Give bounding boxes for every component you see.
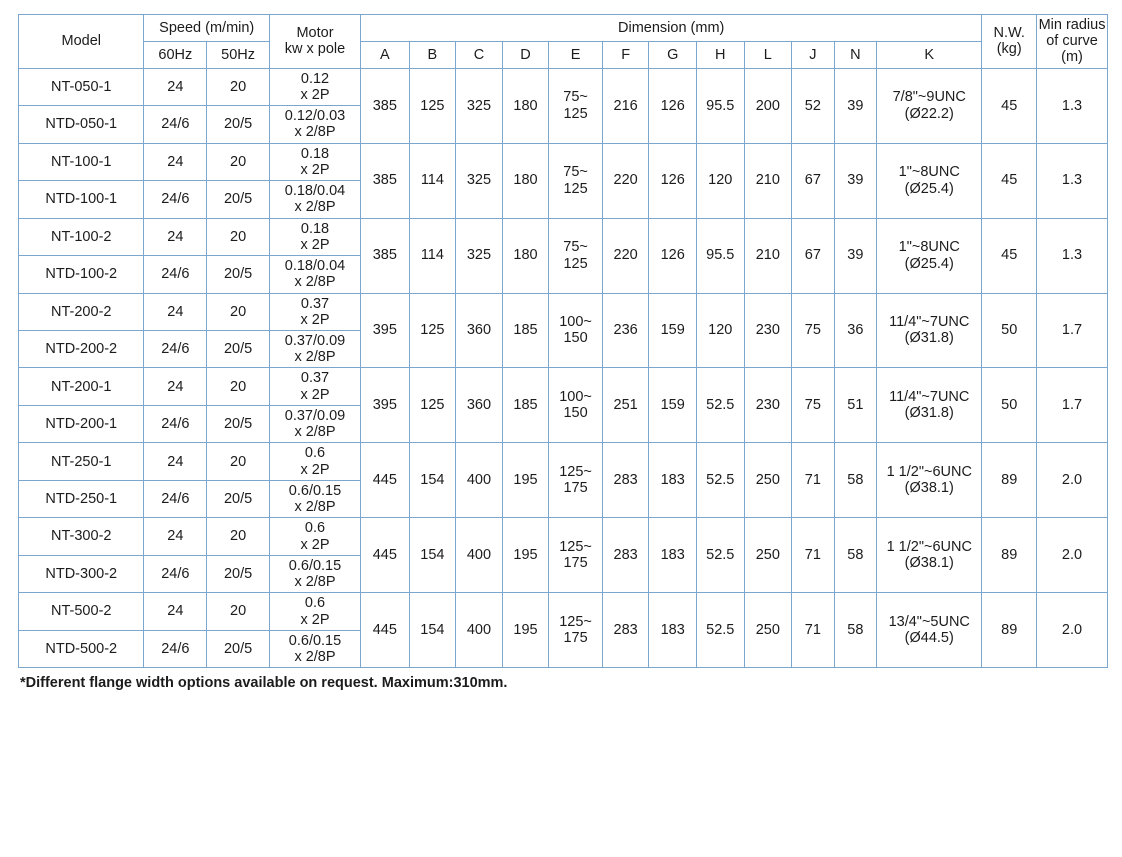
cell-dim-e-line1: 75~ [563, 164, 588, 181]
cell-min-radius: 2.0 [1037, 518, 1108, 593]
header-dimension: Dimension (mm) [361, 15, 982, 42]
cell-min-radius: 1.3 [1037, 68, 1108, 143]
cell-model: NT-050-1 [19, 68, 144, 105]
cell-dim-c: 400 [456, 443, 503, 518]
table-header [19, 15, 1108, 69]
cell-model: NTD-100-1 [19, 181, 144, 218]
cell-motor-line2: x 2P [300, 236, 330, 253]
cell-dim-h: 52.5 [696, 518, 744, 593]
header-dim-c: C [456, 41, 503, 68]
cell-model: NTD-500-2 [19, 630, 144, 667]
cell-motor [269, 405, 360, 442]
cell-motor-line2: x 2/8P [294, 349, 336, 366]
header-model: Model [19, 15, 144, 69]
cell-dim-n: 36 [834, 293, 877, 368]
cell-dim-d: 195 [502, 443, 549, 518]
cell-speed-60hz: 24/6 [144, 330, 207, 367]
cell-model: NT-500-2 [19, 593, 144, 630]
cell-speed-60hz: 24/6 [144, 630, 207, 667]
cell-dim-k [877, 143, 982, 218]
cell-motor-line2: x 2P [300, 161, 330, 178]
cell-dim-n: 39 [834, 68, 877, 143]
cell-speed-60hz: 24 [144, 143, 207, 180]
cell-dim-j: 67 [792, 143, 835, 218]
cell-motor-line1: 0.18 [300, 145, 330, 162]
cell-speed-60hz: 24/6 [144, 405, 207, 442]
header-dim-f: F [602, 41, 649, 68]
cell-motor-line1: 0.6 [304, 445, 326, 462]
cell-dim-e [549, 443, 603, 518]
cell-dim-h: 52.5 [696, 593, 744, 668]
cell-speed-50hz: 20 [207, 293, 270, 330]
cell-dim-b: 114 [409, 143, 456, 218]
cell-motor [269, 68, 360, 105]
header-dim-a: A [361, 41, 410, 68]
cell-dim-e-line2: 150 [563, 330, 588, 347]
cell-motor [269, 443, 360, 480]
cell-model: NT-100-1 [19, 143, 144, 180]
cell-dim-c: 325 [456, 143, 503, 218]
cell-dim-f: 283 [602, 443, 649, 518]
cell-dim-g: 183 [649, 518, 697, 593]
cell-model: NT-300-2 [19, 518, 144, 555]
header-dim-j: J [792, 41, 835, 68]
cell-speed-50hz: 20/5 [207, 181, 270, 218]
cell-dim-k-line2: (Ø38.1) [904, 480, 954, 497]
cell-dim-n: 51 [834, 368, 877, 443]
cell-motor-line2: x 2/8P [294, 199, 336, 216]
cell-dim-g: 126 [649, 143, 697, 218]
cell-motor-line2: x 2P [300, 86, 330, 103]
cell-speed-50hz: 20 [207, 218, 270, 255]
cell-speed-50hz: 20/5 [207, 106, 270, 143]
cell-motor [269, 143, 360, 180]
cell-net-weight: 89 [982, 443, 1037, 518]
cell-motor-line2: x 2P [300, 311, 330, 328]
cell-speed-60hz: 24 [144, 443, 207, 480]
cell-motor-line2: x 2/8P [294, 424, 336, 441]
cell-dim-k-line1: 7/8"~9UNC [892, 89, 966, 106]
cell-motor-line2: x 2/8P [294, 499, 336, 516]
cell-dim-g: 126 [649, 218, 697, 293]
header-dim-n: N [834, 41, 877, 68]
cell-motor [269, 106, 360, 143]
cell-motor-line2: x 2/8P [294, 124, 336, 141]
table-row [19, 368, 1108, 405]
cell-motor [269, 181, 360, 218]
cell-dim-e-line2: 150 [563, 405, 588, 422]
cell-motor-line1: 0.37/0.09 [284, 407, 346, 424]
cell-dim-d: 180 [502, 218, 549, 293]
cell-dim-h: 120 [696, 143, 744, 218]
cell-motor-line1: 0.6 [304, 520, 326, 537]
cell-model: NTD-100-2 [19, 256, 144, 293]
cell-dim-b: 114 [409, 218, 456, 293]
cell-dim-j: 75 [792, 293, 835, 368]
cell-dim-d: 185 [502, 368, 549, 443]
cell-dim-j: 71 [792, 443, 835, 518]
cell-dim-e-line1: 100~ [559, 314, 592, 331]
cell-dim-e-line1: 75~ [563, 89, 588, 106]
cell-speed-60hz: 24/6 [144, 181, 207, 218]
cell-dim-l: 250 [744, 593, 792, 668]
cell-dim-e [549, 68, 603, 143]
cell-motor-line1: 0.6 [304, 595, 326, 612]
cell-motor-line2: x 2/8P [294, 648, 336, 665]
header-dim-d: D [502, 41, 549, 68]
table-row [19, 143, 1108, 180]
cell-model: NTD-200-1 [19, 405, 144, 442]
cell-speed-50hz: 20 [207, 593, 270, 630]
cell-dim-l: 210 [744, 143, 792, 218]
table-row [19, 68, 1108, 105]
cell-model: NT-200-1 [19, 368, 144, 405]
table-row [19, 218, 1108, 255]
cell-dim-f: 220 [602, 143, 649, 218]
cell-speed-60hz: 24/6 [144, 256, 207, 293]
cell-dim-d: 185 [502, 293, 549, 368]
cell-dim-h: 52.5 [696, 443, 744, 518]
cell-dim-k-line2: (Ø31.8) [904, 405, 954, 422]
cell-dim-g: 159 [649, 368, 697, 443]
cell-net-weight: 89 [982, 593, 1037, 668]
cell-dim-n: 39 [834, 218, 877, 293]
cell-dim-e [549, 368, 603, 443]
cell-speed-60hz: 24 [144, 218, 207, 255]
cell-speed-50hz: 20 [207, 518, 270, 555]
cell-min-radius: 1.3 [1037, 143, 1108, 218]
cell-dim-n: 58 [834, 593, 877, 668]
cell-motor [269, 518, 360, 555]
cell-motor-line1: 0.18 [300, 220, 330, 237]
header-net-weight [982, 15, 1037, 69]
cell-dim-k [877, 593, 982, 668]
header-motor-line2: kw x pole [284, 41, 346, 58]
cell-dim-f: 220 [602, 218, 649, 293]
header-speed-50hz: 50Hz [207, 41, 270, 68]
cell-dim-f: 251 [602, 368, 649, 443]
cell-motor-line2: x 2/8P [294, 574, 336, 591]
cell-min-radius: 1.7 [1037, 368, 1108, 443]
cell-dim-b: 125 [409, 68, 456, 143]
cell-motor [269, 330, 360, 367]
header-curve-line1: Min radius [1038, 17, 1106, 33]
cell-dim-k [877, 293, 982, 368]
cell-dim-a: 385 [361, 218, 410, 293]
header-min-radius-of-curve [1037, 15, 1108, 69]
cell-dim-b: 125 [409, 293, 456, 368]
cell-dim-a: 385 [361, 68, 410, 143]
cell-speed-60hz: 24 [144, 293, 207, 330]
cell-motor-line1: 0.37 [300, 295, 330, 312]
cell-dim-a: 385 [361, 143, 410, 218]
cell-dim-a: 395 [361, 293, 410, 368]
cell-motor-line2: x 2P [300, 536, 330, 553]
cell-dim-j: 71 [792, 518, 835, 593]
cell-motor [269, 256, 360, 293]
cell-motor [269, 630, 360, 667]
header-dim-h: H [696, 41, 744, 68]
cell-dim-k-line2: (Ø22.2) [904, 105, 954, 122]
cell-net-weight: 45 [982, 218, 1037, 293]
cell-dim-a: 445 [361, 518, 410, 593]
cell-model: NTD-200-2 [19, 330, 144, 367]
header-curve-line3: (m) [1061, 49, 1083, 66]
cell-speed-60hz: 24 [144, 593, 207, 630]
table-row [19, 443, 1108, 480]
cell-motor-line2: x 2P [300, 461, 330, 478]
cell-dim-k-line1: 1"~8UNC [898, 239, 960, 256]
header-nw-line1: N.W. [993, 25, 1025, 42]
cell-dim-k-line2: (Ø44.5) [904, 630, 954, 647]
cell-dim-k-line2: (Ø31.8) [904, 330, 954, 347]
cell-speed-50hz: 20 [207, 443, 270, 480]
cell-dim-j: 75 [792, 368, 835, 443]
table-row [19, 293, 1108, 330]
table-row [19, 593, 1108, 630]
cell-motor-line2: x 2P [300, 386, 330, 403]
cell-speed-50hz: 20/5 [207, 630, 270, 667]
cell-model: NTD-250-1 [19, 480, 144, 517]
cell-dim-e-line1: 125~ [559, 614, 592, 630]
cell-motor-line1: 0.18/0.04 [284, 258, 346, 275]
cell-dim-k-line1: 11/4"~7UNC [889, 314, 970, 331]
cell-speed-50hz: 20/5 [207, 330, 270, 367]
cell-dim-k [877, 368, 982, 443]
cell-model: NTD-050-1 [19, 106, 144, 143]
cell-dim-b: 154 [409, 443, 456, 518]
cell-net-weight: 50 [982, 368, 1037, 443]
cell-dim-l: 230 [744, 293, 792, 368]
cell-dim-j: 52 [792, 68, 835, 143]
cell-dim-h: 52.5 [696, 368, 744, 443]
header-speed: Speed (m/min) [144, 15, 269, 42]
cell-dim-d: 195 [502, 518, 549, 593]
cell-dim-k-line2: (Ø38.1) [904, 555, 954, 572]
cell-dim-f: 283 [602, 593, 649, 668]
cell-dim-f: 236 [602, 293, 649, 368]
cell-dim-a: 445 [361, 593, 410, 668]
cell-dim-d: 180 [502, 143, 549, 218]
footnote: *Different flange width options available on request. Maximum:310mm. [20, 675, 508, 692]
cell-dim-d: 180 [502, 68, 549, 143]
cell-net-weight: 45 [982, 68, 1037, 143]
cell-motor-line1: 0.6/0.15 [288, 632, 342, 649]
cell-speed-50hz: 20/5 [207, 405, 270, 442]
cell-net-weight: 50 [982, 293, 1037, 368]
cell-dim-k-line1: 1 1/2"~6UNC [886, 464, 972, 481]
cell-dim-e-line2: 175 [563, 555, 588, 572]
cell-dim-e [549, 218, 603, 293]
cell-dim-a: 445 [361, 443, 410, 518]
cell-dim-f: 283 [602, 518, 649, 593]
cell-dim-l: 200 [744, 68, 792, 143]
cell-dim-e [549, 143, 603, 218]
header-row-2 [19, 41, 1108, 68]
cell-speed-60hz: 24 [144, 518, 207, 555]
cell-motor-line1: 0.37 [300, 370, 330, 387]
cell-motor-line1: 0.18/0.04 [284, 183, 346, 200]
cell-dim-n: 58 [834, 443, 877, 518]
cell-dim-e [549, 518, 603, 593]
cell-speed-50hz: 20 [207, 368, 270, 405]
cell-speed-50hz: 20/5 [207, 256, 270, 293]
specification-table [18, 14, 1108, 668]
cell-dim-n: 39 [834, 143, 877, 218]
cell-dim-c: 360 [456, 293, 503, 368]
cell-dim-k [877, 518, 982, 593]
header-speed-60hz: 60Hz [144, 41, 207, 68]
cell-motor-line1: 0.12/0.03 [284, 108, 346, 125]
cell-dim-d: 195 [502, 593, 549, 668]
cell-dim-e-line1: 100~ [559, 389, 592, 406]
cell-dim-k-line2: (Ø25.4) [904, 180, 954, 197]
cell-dim-e-line2: 125 [563, 105, 588, 122]
cell-motor-line2: x 2/8P [294, 274, 336, 291]
cell-dim-e [549, 593, 603, 668]
cell-dim-k [877, 218, 982, 293]
cell-min-radius: 2.0 [1037, 443, 1108, 518]
cell-model: NT-100-2 [19, 218, 144, 255]
cell-motor-line1: 0.6/0.15 [288, 557, 342, 574]
cell-model: NTD-300-2 [19, 555, 144, 592]
cell-model: NT-200-2 [19, 293, 144, 330]
cell-dim-k [877, 443, 982, 518]
header-dim-g: G [649, 41, 697, 68]
cell-dim-c: 325 [456, 68, 503, 143]
cell-dim-l: 230 [744, 368, 792, 443]
cell-dim-k-line1: 1 1/2"~6UNC [886, 539, 972, 556]
cell-model: NT-250-1 [19, 443, 144, 480]
header-row-1 [19, 15, 1108, 42]
cell-dim-e-line2: 125 [563, 180, 588, 197]
cell-dim-e-line2: 175 [563, 480, 588, 497]
cell-dim-j: 67 [792, 218, 835, 293]
cell-min-radius: 1.7 [1037, 293, 1108, 368]
cell-dim-l: 250 [744, 518, 792, 593]
cell-min-radius: 1.3 [1037, 218, 1108, 293]
cell-dim-e-line1: 75~ [563, 239, 588, 256]
cell-dim-b: 125 [409, 368, 456, 443]
cell-min-radius: 2.0 [1037, 593, 1108, 668]
table-body [19, 68, 1108, 668]
cell-dim-l: 250 [744, 443, 792, 518]
cell-dim-b: 154 [409, 593, 456, 668]
cell-motor [269, 293, 360, 330]
cell-dim-e [549, 293, 603, 368]
header-motor [269, 15, 360, 69]
cell-dim-f: 216 [602, 68, 649, 143]
cell-dim-c: 360 [456, 368, 503, 443]
cell-speed-60hz: 24 [144, 368, 207, 405]
cell-motor-line2: x 2P [300, 611, 330, 628]
cell-dim-b: 154 [409, 518, 456, 593]
cell-speed-60hz: 24/6 [144, 106, 207, 143]
cell-dim-a: 395 [361, 368, 410, 443]
header-dim-k: K [877, 41, 982, 68]
cell-dim-j: 71 [792, 593, 835, 668]
cell-dim-h: 95.5 [696, 218, 744, 293]
header-dim-b: B [409, 41, 456, 68]
cell-dim-k-line1: 13/4"~5UNC [888, 614, 970, 630]
header-motor-line1: Motor [296, 25, 334, 42]
cell-motor [269, 480, 360, 517]
cell-motor-line1: 0.12 [300, 70, 330, 87]
cell-dim-k-line1: 1"~8UNC [898, 164, 960, 181]
cell-dim-g: 183 [649, 443, 697, 518]
cell-dim-h: 95.5 [696, 68, 744, 143]
cell-motor-line1: 0.37/0.09 [284, 332, 346, 349]
cell-motor-line1: 0.6/0.15 [288, 482, 342, 499]
cell-dim-g: 183 [649, 593, 697, 668]
cell-motor [269, 593, 360, 630]
cell-dim-k-line2: (Ø25.4) [904, 255, 954, 272]
cell-dim-k-line1: 11/4"~7UNC [889, 389, 970, 406]
cell-dim-e-line2: 125 [563, 255, 588, 272]
cell-dim-g: 159 [649, 293, 697, 368]
cell-net-weight: 89 [982, 518, 1037, 593]
cell-dim-c: 400 [456, 593, 503, 668]
cell-motor [269, 555, 360, 592]
cell-speed-60hz: 24/6 [144, 480, 207, 517]
cell-speed-50hz: 20 [207, 68, 270, 105]
cell-speed-60hz: 24/6 [144, 555, 207, 592]
cell-dim-e-line2: 175 [563, 630, 588, 647]
cell-net-weight: 45 [982, 143, 1037, 218]
cell-dim-l: 210 [744, 218, 792, 293]
cell-dim-c: 400 [456, 518, 503, 593]
cell-dim-e-line1: 125~ [559, 464, 592, 481]
cell-speed-50hz: 20 [207, 143, 270, 180]
cell-dim-h: 120 [696, 293, 744, 368]
cell-speed-50hz: 20/5 [207, 555, 270, 592]
cell-speed-60hz: 24 [144, 68, 207, 105]
cell-motor [269, 368, 360, 405]
cell-motor [269, 218, 360, 255]
cell-dim-c: 325 [456, 218, 503, 293]
cell-dim-e-line1: 125~ [559, 539, 592, 556]
header-curve-line2: of curve [1046, 33, 1098, 50]
cell-speed-50hz: 20/5 [207, 480, 270, 517]
cell-dim-g: 126 [649, 68, 697, 143]
header-dim-l: L [744, 41, 792, 68]
cell-dim-n: 58 [834, 518, 877, 593]
header-nw-line2: (kg) [996, 41, 1022, 58]
header-dim-e: E [549, 41, 603, 68]
table-row [19, 518, 1108, 555]
cell-dim-k [877, 68, 982, 143]
